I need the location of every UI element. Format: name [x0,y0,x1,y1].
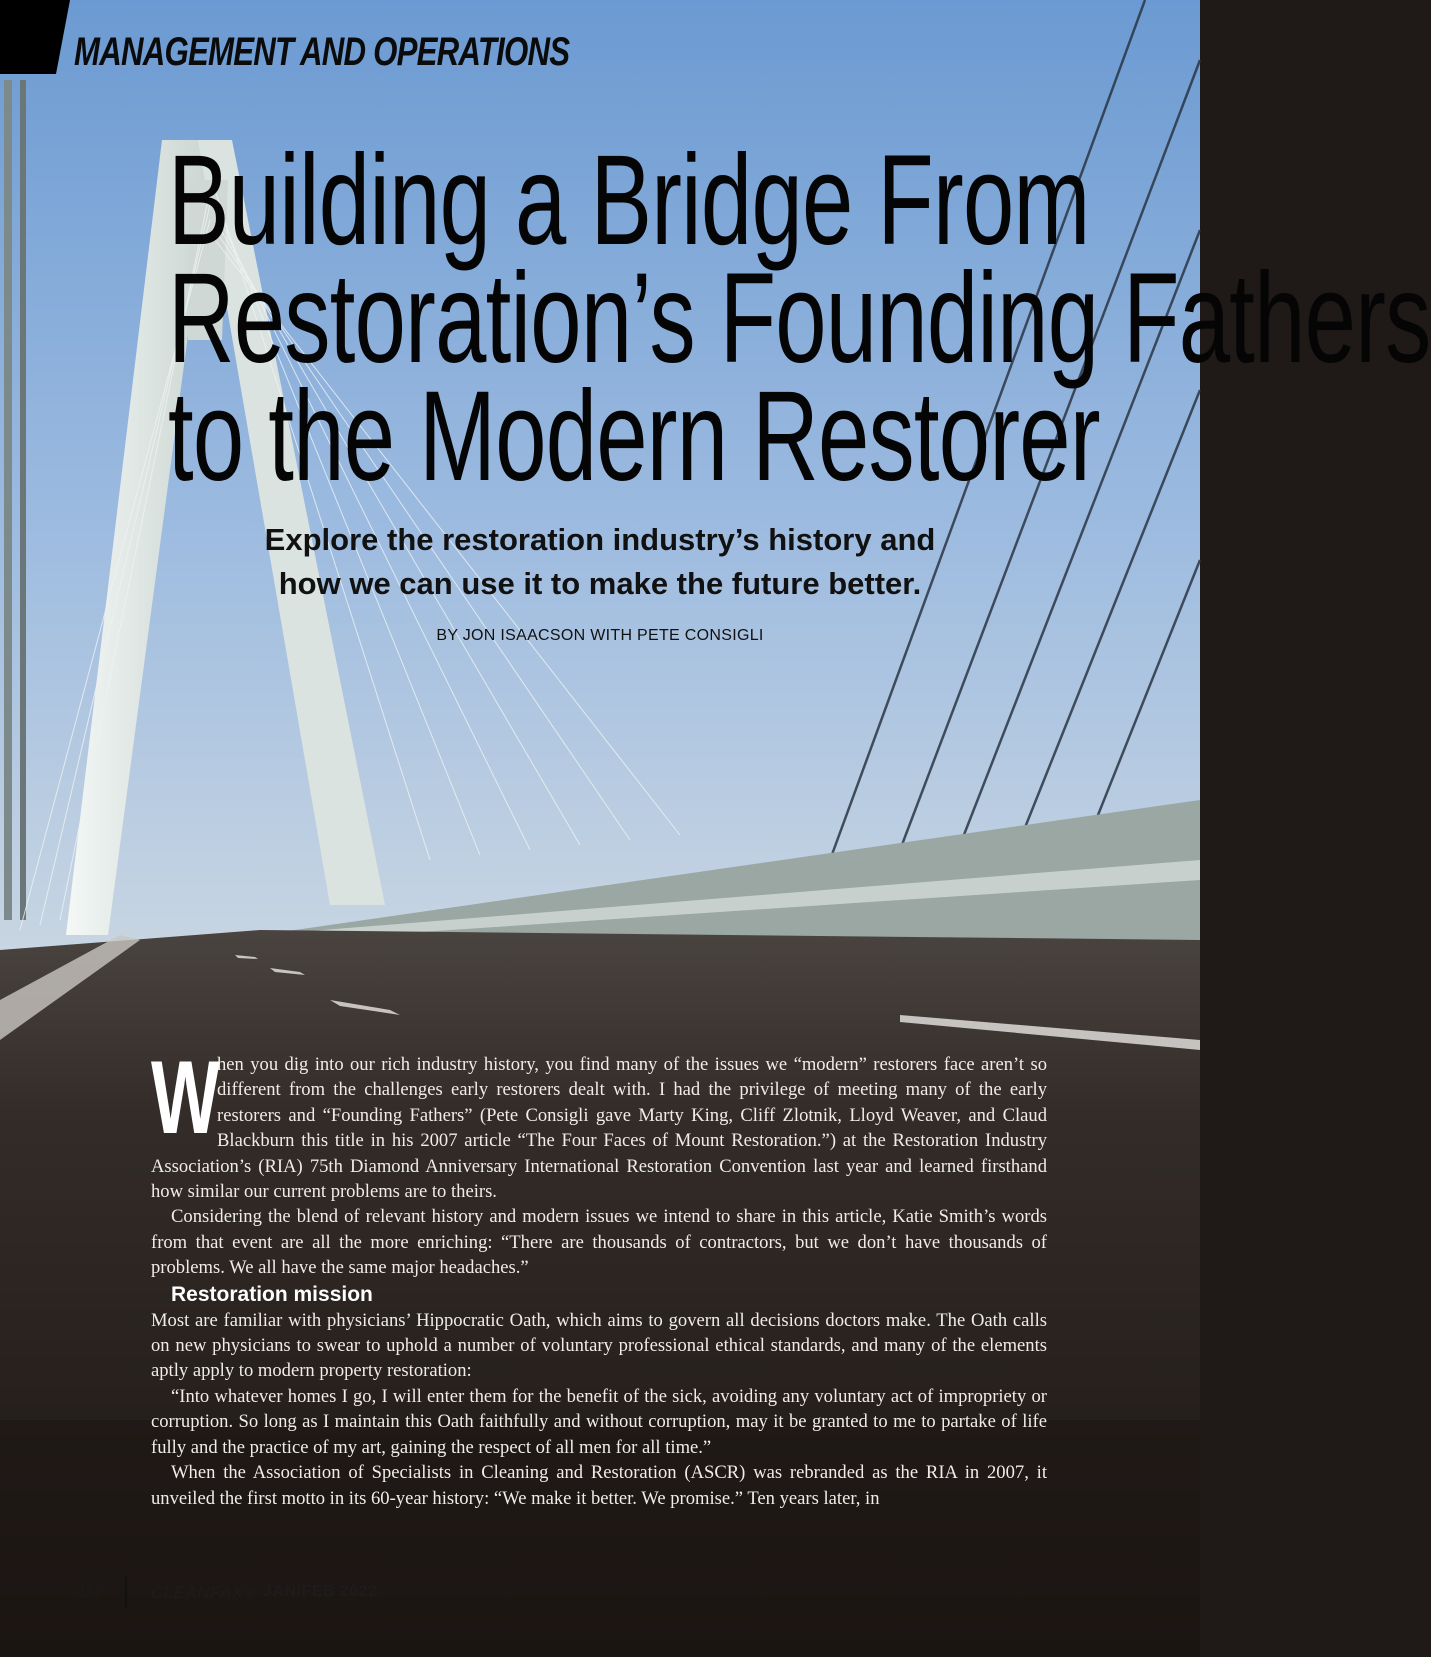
article-subtitle-line: Explore the restoration industry’s history and [264,522,936,557]
article-subtitle [0,518,1200,606]
article-byline: BY JON ISAACSON WITH PETE CONSIGLI [436,627,764,644]
body-paragraph: When the Association of Specialists in Cleaning and Restoration (ASCR) was rebranded as the RIA in 2007, it unveiled the first motto in its 60-year history: “We make it better. We promise.” Ten years later, in [151,1462,1047,1509]
article-subtitle-line: how we can use it to make the future better. [278,566,922,601]
body-paragraph: Considering the blend of relevant history and modern issues we intend to share in this article, Katie Smith’s words from that event are all the more enriching: “There are thousands of contractors, but we don’t have thousands of problems. We all have the same major headaches.” [151,1206,1047,1279]
drop-cap: W [151,1040,220,1156]
footer-divider [125,1576,127,1608]
body-paragraph: “Into whatever homes I go, I will enter them for the benefit of the sick, avoiding any voluntary act of impropriety or corruption. So long as I maintain this Oath faithfully and without corruption, may it be granted to me to partake of life fully and the practice of my art, gaining the respect of all men for all time.” [151,1385,1047,1458]
article-title-line: Restoration’s Founding Fathers [167,247,1431,390]
body-paragraph [151,1040,1047,1204]
article-body [151,1040,1047,1511]
article-title-line: Building a Bridge From [167,129,1090,272]
issue-date: JAN/FEB 2022 [263,1583,378,1600]
section-label: MANAGEMENT AND OPERATIONS [74,30,570,74]
page-number: 10 [76,1577,101,1602]
article-title-line: to the Modern Restorer [167,365,1100,508]
section-subhead: Restoration mission [171,1282,373,1306]
article-title [0,129,1431,508]
body-paragraph-text: hen you dig into our rich industry history, you find many of the issues we “modern” restorers face aren’t so different from the challenges early restorers dealt with. I had the privilege of meeting many of the early restorers and “Founding Fathers” (Pete Consigli gave Marty King, Cliff Zlotnik, Lloyd Weaver, and Claud Blackburn this title in his 2007 article “The Four Faces of Mount Restoration.”) at the Restoration Industry Association’s (RIA) 75th Diamond Anniversary International Restoration Convention last year and learned firsthand how similar our current problems are to theirs. [151,1054,1047,1203]
magazine-name: CLEANFAX® [151,1583,257,1602]
body-paragraph: Most are familiar with physicians’ Hippocratic Oath, which aims to govern all decisions doctors make. The Oath calls on new physicians to swear to uphold a number of voluntary professional ethical standards, and many of the elements aptly apply to modern property restoration: [151,1309,1047,1382]
